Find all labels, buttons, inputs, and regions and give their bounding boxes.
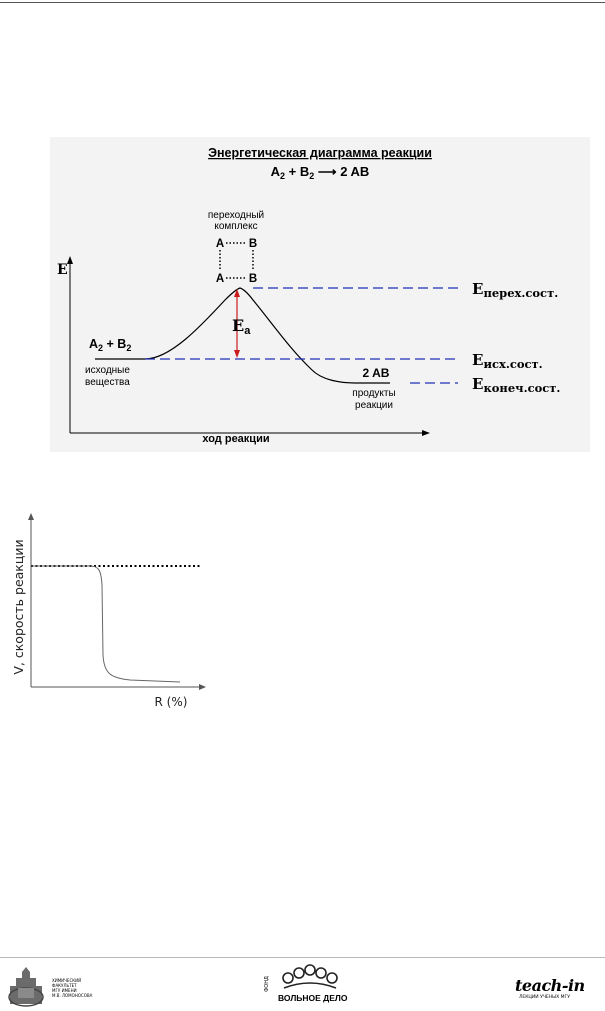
top-rule [0, 2, 605, 3]
footer-divider [0, 957, 605, 958]
complex-atom-a-bottom: A [215, 273, 225, 285]
footer-left-line-2: ФАКУЛЬТЕТ [52, 983, 77, 988]
reaction-equation: $A_2 + B_2$ ⟶ 2 AB [270, 164, 370, 181]
rate-graph [0, 505, 230, 710]
volnoe-delo-logo [262, 962, 352, 1008]
fund-name: ВОЛЬНОЕ ДЕЛО [278, 993, 348, 1003]
products-caption-2: реакции [355, 400, 393, 411]
msu-chemistry-logo [4, 962, 114, 1008]
rate-y-arrowhead-icon [28, 513, 34, 520]
transition-level-label: $E_{перех.сост.}$ [472, 280, 559, 300]
reactants-caption-1: исходные [85, 365, 130, 376]
activation-energy-label: Ea [232, 316, 251, 337]
footer-left-line-3: МГУ ИМЕНИ [52, 988, 77, 993]
rate-x-arrowhead-icon [199, 684, 206, 690]
footer-left-line-4: М.В. ЛОМОНОСОВА [52, 993, 93, 998]
fund-label: ФОНД [264, 976, 270, 992]
complex-atom-b-bottom: B [248, 273, 258, 285]
energy-diagram [50, 137, 590, 452]
reactants-caption-2: вещества [85, 377, 130, 388]
teach-in-brand: teach-in [515, 976, 585, 995]
people-circles-icon [280, 964, 340, 990]
rate-curve [31, 566, 180, 682]
footer-left-line-1: ХИМИЧЕСКИЙ [52, 978, 82, 983]
msu-emblem-icon [4, 964, 48, 1008]
final-level-label: $E_{конеч.сост.}$ [472, 375, 561, 395]
reactants-formula: $A_2 + B_2$ [89, 337, 132, 353]
diagram-title: Энергетическая диаграмма реакции [208, 146, 432, 160]
products-formula: 2 AB [362, 366, 390, 380]
products-caption-1: продукты [352, 388, 396, 399]
teach-in-logo [515, 962, 601, 1008]
teach-in-tagline: ЛЕКЦИИ УЧЕНЫХ МГУ [519, 995, 570, 1000]
rate-x-label: R (%) [154, 695, 188, 709]
energy-axis-label: E [57, 262, 68, 278]
transition-caption-1: переходный [207, 210, 265, 221]
initial-level-label: $E_{исх.сост.}$ [472, 351, 543, 371]
complex-atom-b-top: B [248, 238, 258, 250]
reaction-coordinate-label: ход реакции [202, 433, 270, 445]
transition-caption-2: комплекс [214, 221, 258, 232]
complex-atom-a-top: A [215, 238, 225, 250]
rate-y-label: V, скорость реакции [11, 539, 26, 675]
